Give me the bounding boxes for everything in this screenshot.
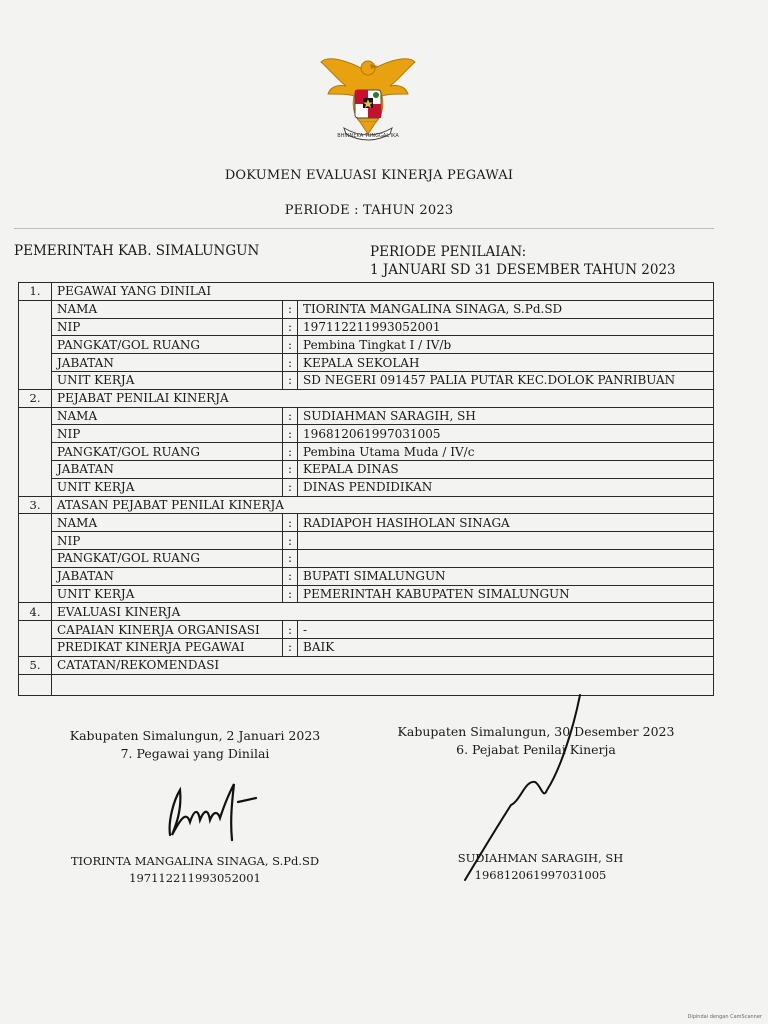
document-period: PERIODE : TAHUN 2023 xyxy=(284,203,454,218)
table-row: JABATAN : BUPATI SIMALUNGUN xyxy=(19,567,714,585)
section-number: 3. xyxy=(19,496,52,514)
section-header xyxy=(19,283,714,301)
employee-signature-block xyxy=(60,727,330,763)
section-title: PEGAWAI YANG DINILAI xyxy=(52,283,714,301)
row-label: UNIT KERJA xyxy=(52,585,283,603)
row-label: JABATAN xyxy=(52,460,283,478)
row-label: NIP xyxy=(52,532,283,550)
assessment-period-value: 1 JANUARI SD 31 DESEMBER TAHUN 2023 xyxy=(370,262,676,278)
row-label: JABATAN xyxy=(52,354,283,372)
row-value: KEPALA DINAS xyxy=(298,460,714,478)
section-header xyxy=(19,603,714,621)
assessor-role: 6. Pejabat Penilai Kinerja xyxy=(456,742,616,757)
table-row: UNIT KERJA : SD NEGERI 091457 PALIA PUTAR KEC.DOLOK PANRIBUAN xyxy=(19,371,714,389)
employee-nip: 197112211993052001 xyxy=(129,871,261,885)
section-title: EVALUASI KINERJA xyxy=(52,603,714,621)
garuda-pancasila-emblem xyxy=(318,50,418,150)
table-row: NIP : xyxy=(19,532,714,550)
row-label: PANGKAT/GOL RUANG xyxy=(52,549,283,567)
section-number: 2. xyxy=(19,389,52,407)
row-value: 196812061997031005 xyxy=(298,425,714,443)
table-row: CAPAIAN KINERJA ORGANISASI : - xyxy=(19,621,714,639)
row-label: CAPAIAN KINERJA ORGANISASI xyxy=(52,621,283,639)
assessor-nip: 196812061997031005 xyxy=(474,868,607,882)
row-value: SUDIAHMAN SARAGIH, SH xyxy=(298,407,714,425)
assessment-period xyxy=(370,243,676,279)
employee-signature-name xyxy=(60,853,330,887)
row-value xyxy=(298,532,714,550)
row-value xyxy=(298,549,714,567)
section-header xyxy=(19,496,714,514)
evaluation-table xyxy=(18,282,714,696)
row-value: KEPALA SEKOLAH xyxy=(298,354,714,372)
table-row: NAMA : SUDIAHMAN SARAGIH, SH xyxy=(19,407,714,425)
employee-signature xyxy=(160,780,280,850)
section-title: ATASAN PEJABAT PENILAI KINERJA xyxy=(52,496,714,514)
assessment-period-label: PERIODE PENILAIAN: xyxy=(370,244,527,260)
table-row: UNIT KERJA : DINAS PENDIDIKAN xyxy=(19,478,714,496)
row-value: Pembina Utama Muda / IV/c xyxy=(298,443,714,461)
section-number: 1. xyxy=(19,283,52,301)
row-value: BUPATI SIMALUNGUN xyxy=(298,567,714,585)
section-number: 5. xyxy=(19,656,52,674)
row-label: UNIT KERJA xyxy=(52,478,283,496)
row-label: NAMA xyxy=(52,514,283,532)
table-row: PREDIKAT KINERJA PEGAWAI : BAIK xyxy=(19,638,714,656)
employee-name: TIORINTA MANGALINA SINAGA, S.Pd.SD xyxy=(70,854,320,868)
table-row: NIP : 196812061997031005 xyxy=(19,425,714,443)
divider xyxy=(14,228,714,229)
section-title: CATATAN/REKOMENDASI xyxy=(52,656,714,674)
svg-text:BHINNEKA TUNGGAL IKA: BHINNEKA TUNGGAL IKA xyxy=(337,133,399,139)
table-row: NIP : 197112211993052001 xyxy=(19,318,714,336)
row-label: JABATAN xyxy=(52,567,283,585)
assessor-signature-name xyxy=(448,850,633,884)
table-row: PANGKAT/GOL RUANG : Pembina Utama Muda / IV/c xyxy=(19,443,714,461)
notes-field xyxy=(52,674,714,695)
row-label: NAMA xyxy=(52,407,283,425)
employee-place-date: Kabupaten Simalungun, 2 Januari 2023 xyxy=(69,728,321,743)
row-label: PANGKAT/GOL RUANG xyxy=(52,336,283,354)
section-number: 4. xyxy=(19,603,52,621)
row-label: NIP xyxy=(52,425,283,443)
assessor-place-date: Kabupaten Simalungun, 30 Desember 2023 xyxy=(397,724,675,739)
table-row: UNIT KERJA : PEMERINTAH KABUPATEN SIMALUNGUN xyxy=(19,585,714,603)
table-row: PANGKAT/GOL RUANG : xyxy=(19,549,714,567)
row-label: PREDIKAT KINERJA PEGAWAI xyxy=(52,638,283,656)
section-header xyxy=(19,656,714,674)
table-row: NAMA : RADIAPOH HASIHOLAN SINAGA xyxy=(19,514,714,532)
table-row: NAMA : TIORINTA MANGALINA SINAGA, S.Pd.SD xyxy=(19,300,714,318)
scanner-watermark: Dipindai dengan CamScanner xyxy=(687,1014,762,1020)
organization: PEMERINTAH KAB. SIMALUNGUN xyxy=(14,243,260,259)
row-value: 197112211993052001 xyxy=(298,318,714,336)
section-title: PEJABAT PENILAI KINERJA xyxy=(52,389,714,407)
row-value: RADIAPOH HASIHOLAN SINAGA xyxy=(298,514,714,532)
row-value: SD NEGERI 091457 PALIA PUTAR KEC.DOLOK PANRIBUAN xyxy=(298,371,714,389)
notes-row xyxy=(19,674,714,695)
row-label: NAMA xyxy=(52,300,283,318)
section-header xyxy=(19,389,714,407)
row-label: NIP xyxy=(52,318,283,336)
document-title: DOKUMEN EVALUASI KINERJA PEGAWAI xyxy=(224,168,514,183)
table-row: JABATAN : KEPALA DINAS xyxy=(19,460,714,478)
row-value: DINAS PENDIDIKAN xyxy=(298,478,714,496)
row-value: Pembina Tingkat I / IV/b xyxy=(298,336,714,354)
row-value: - xyxy=(298,621,714,639)
row-value: TIORINTA MANGALINA SINAGA, S.Pd.SD xyxy=(298,300,714,318)
row-label: PANGKAT/GOL RUANG xyxy=(52,443,283,461)
row-value: PEMERINTAH KABUPATEN SIMALUNGUN xyxy=(298,585,714,603)
assessor-name: SUDIAHMAN SARAGIH, SH xyxy=(457,851,624,865)
row-value: BAIK xyxy=(298,638,714,656)
table-row: PANGKAT/GOL RUANG : Pembina Tingkat I / IV/b xyxy=(19,336,714,354)
employee-role: 7. Pegawai yang Dinilai xyxy=(120,746,270,761)
row-label: UNIT KERJA xyxy=(52,371,283,389)
table-row: JABATAN : KEPALA SEKOLAH xyxy=(19,354,714,372)
